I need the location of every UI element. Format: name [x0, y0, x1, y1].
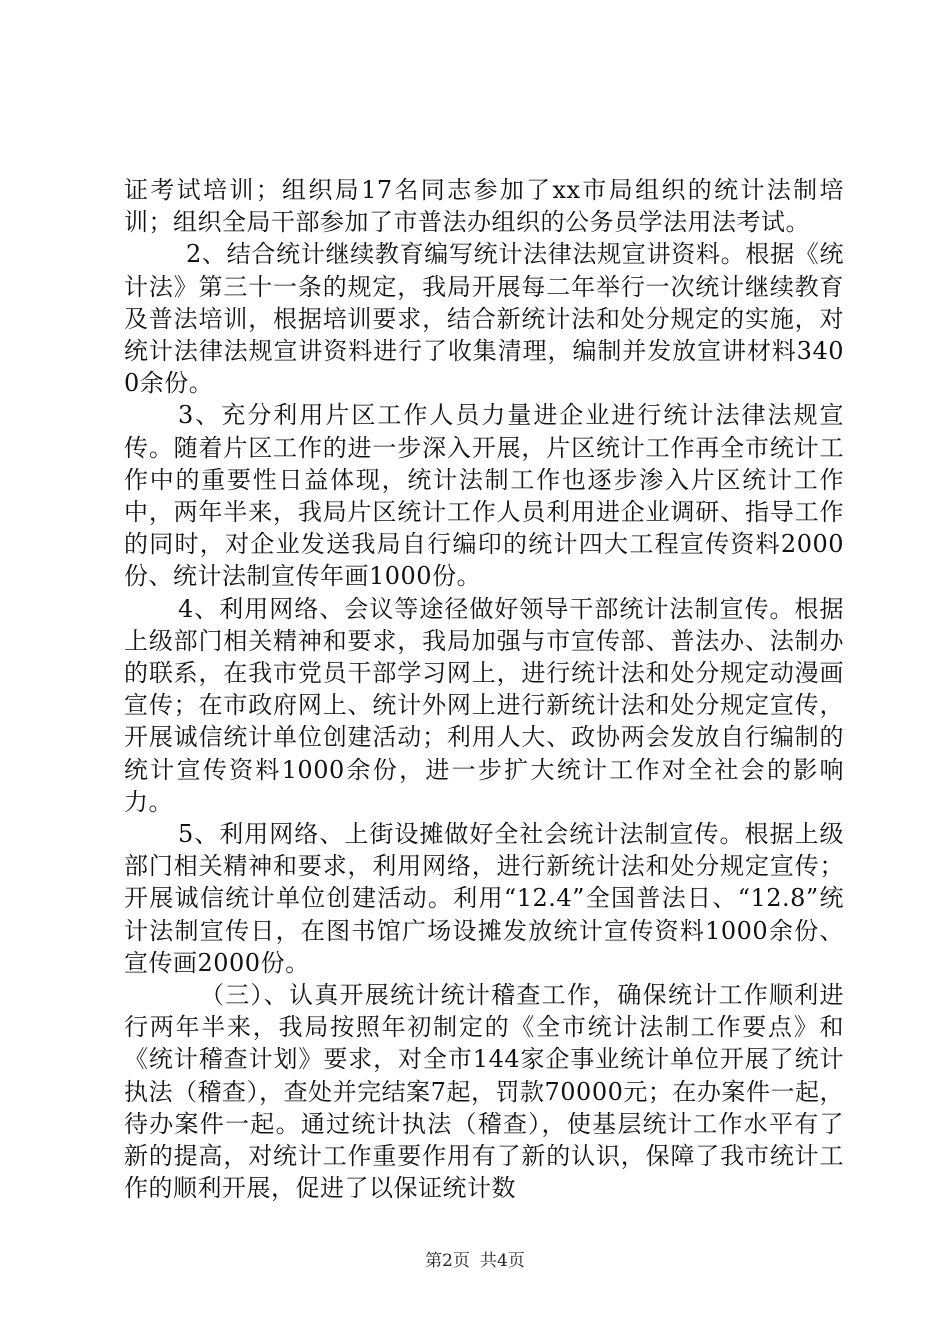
- page-footer: [0, 1246, 950, 1271]
- page-total: 共4页: [480, 1251, 525, 1271]
- document-body: [124, 174, 844, 1205]
- paragraph-item-3: 3、充分利用片区工作人员力量进企业进行统计法律法规宣传。随着片区工作的进一步深入开展，片区统计工作再全市统计工作中的重要性日益体现，统计法制工作也逐步渗入片区统计工作中，两年半来，我局片区统计工作人员利用进企业调研、指导工作的同时，对企业发送我局自行编印的统计四大工程宣传资料2000份、统计法制宣传年画1000份。: [124, 401, 844, 591]
- paragraph-section-3: （三）、认真开展统计统计稽查工作，确保统计工作顺利进行两年半来，我局按照年初制定的《全市统计法制工作要点》和《统计稽查计划》要求，对全市144家企事业统计单位开展了统计执法（稽查），查处并完结案7起，罚款70000元；在办案件一起，待办案件一起。通过统计执法（稽查），使基层统计工作水平有了新的提高，对统计工作重要作用有了新的认识，保障了我市统计工作的顺利开展，促进了以保证统计数: [124, 981, 844, 1203]
- paragraph-continued: 证考试培训；组织局17名同志参加了xx市局组织的统计法制培训；组织全局干部参加了市普法办组织的公务员学法用法考试。: [124, 176, 844, 237]
- paragraph-item-4: 4、利用网络、会议等途径做好领导干部统计法制宣传。根据上级部门相关精神和要求，我局加强与市宣传部、普法办、法制办的联系，在我市党员干部学习网上，进行统计法和处分规定动漫画宣传；在市政府网上、统计外网上进行新统计法和处分规定宣传，开展诚信统计单位创建活动；利用人大、政协两会发放自行编制的统计宣传资料1000余份，进一步扩大统计工作对全社会的影响力。: [124, 594, 844, 816]
- page-number: 第2页: [425, 1251, 470, 1271]
- paragraph-item-2: 2、结合统计继续教育编写统计法律法规宣讲资料。根据《统计法》第三十一条的规定，我局开展每二年举行一次统计继续教育及普法培训，根据培训要求，结合新统计法和处分规定的实施，对统计法律法规宣讲资料进行了收集清理，编制并发放宣讲材料3400余份。: [124, 240, 844, 398]
- paragraph-item-5: 5、利用网络、上街设摊做好全社会统计法制宣传。根据上级部门相关精神和要求，利用网络，进行新统计法和处分规定宣传；开展诚信统计单位创建活动。利用“12.4”全国普法日、“12.8”统计法制宣传日，在图书馆广场设摊发放统计宣传资料1000余份、宣传画2000份。: [124, 820, 844, 977]
